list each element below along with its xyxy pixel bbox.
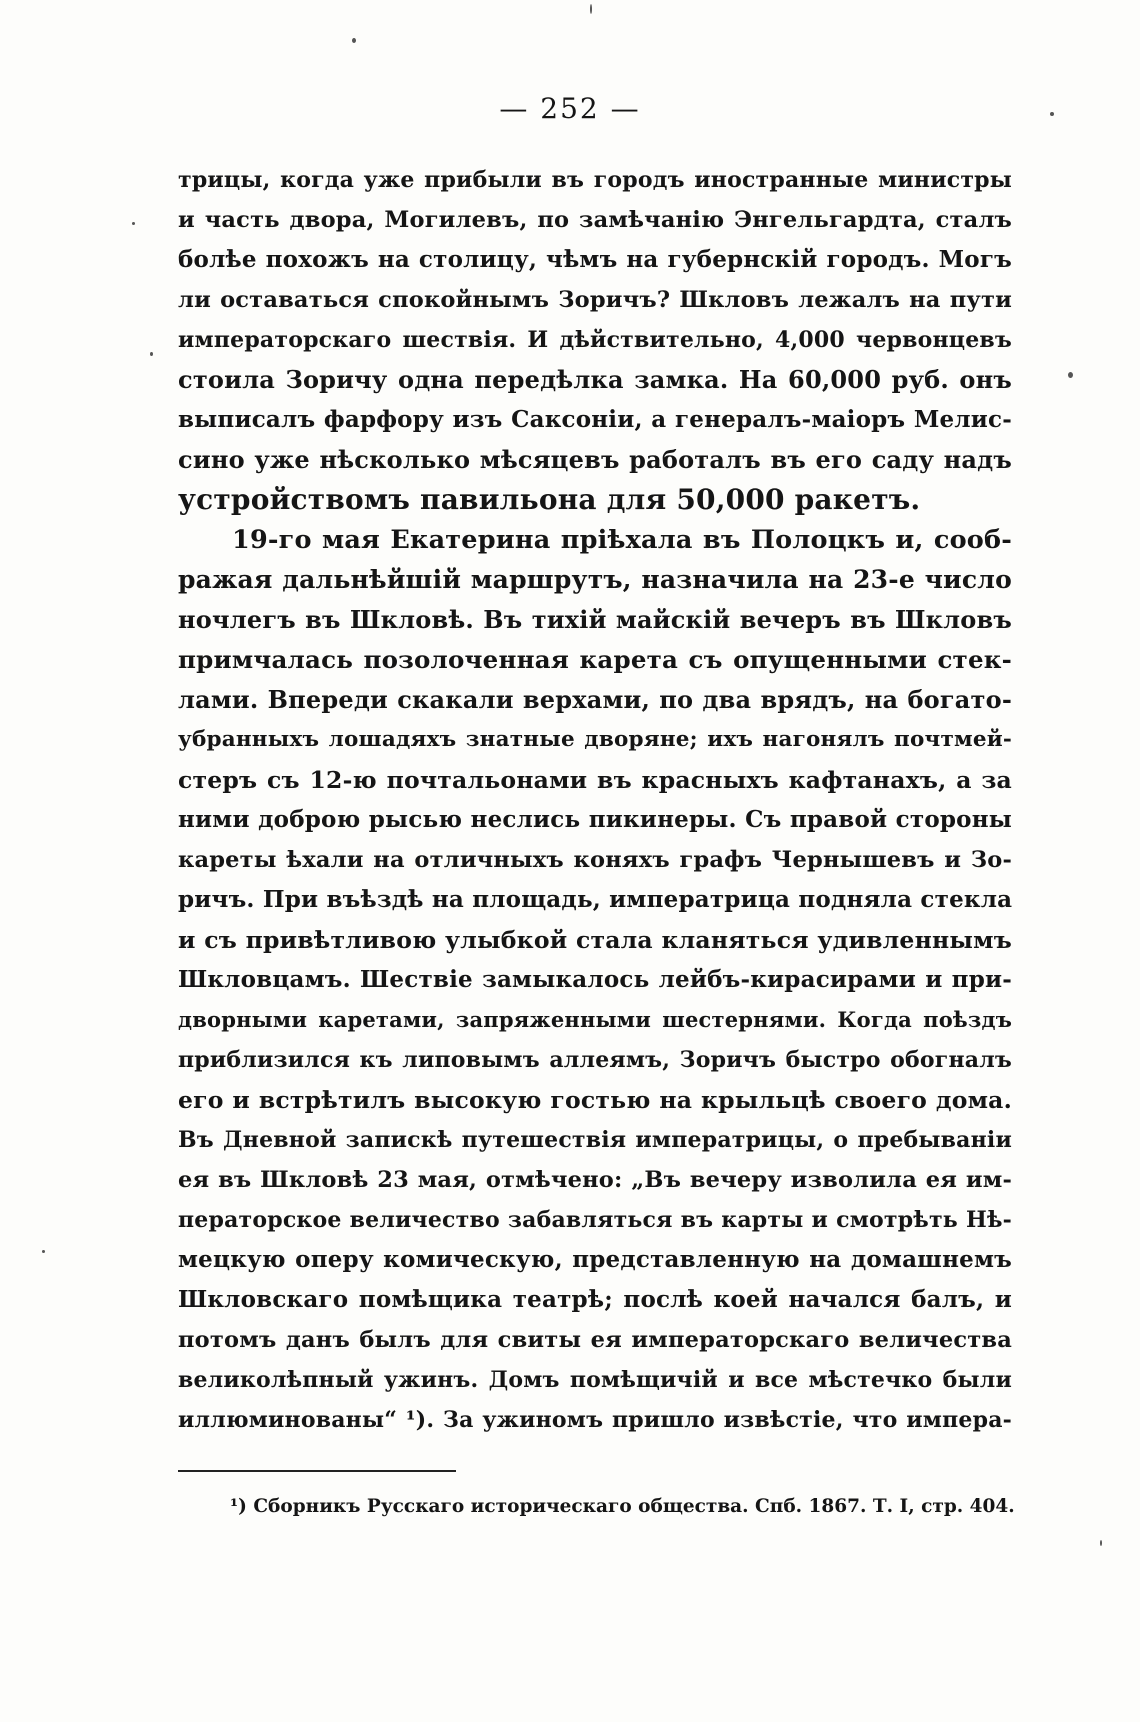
text-line: и съ привѣтливою улыбкой стала кланяться удивленнымъ xyxy=(178,926,1012,954)
text-line: ея въ Шкловѣ 23 мая, отмѣчено: „Въ вечеру изволила ея им- xyxy=(178,1167,1012,1193)
text-line: потомъ данъ былъ для свиты ея императорскаго величества xyxy=(178,1327,1012,1353)
text-line: и часть двора, Могилевъ, по замѣчанію Энгельгардта, сталъ xyxy=(178,207,1012,233)
text-line: выписалъ фарфору изъ Саксоніи, а генералъ-маіоръ Мелис- xyxy=(178,406,1012,433)
text-line: стеръ съ 12-ю почтальонами въ красныхъ кафтанахъ, а за xyxy=(178,766,1012,794)
text-line: дворными каретами, запряженными шестернями. Когда поѣздъ xyxy=(178,1007,1012,1032)
footnote-text: Сборникъ Русскаго историческаго общества. Спб. 1867. Т. I, стр. 404. xyxy=(253,1496,1015,1517)
text-line: Въ Дневной запискѣ путешествія императрицы, о пребываніи xyxy=(178,1127,1012,1153)
text-line: мецкую оперу комическую, представленную на домашнемъ xyxy=(178,1246,1012,1273)
text-line: примчалась позолоченная карета съ опущенными стек- xyxy=(178,645,1012,674)
text-line: ператорское величество забавляться въ карты и смотрѣть Нѣ- xyxy=(178,1207,1012,1233)
text-line: императорскаго шествія. И дѣйствительно, 4,000 червонцевъ xyxy=(178,327,1012,353)
text-line: великолѣпный ужинъ. Домъ помѣщичій и все мѣстечко были xyxy=(178,1367,1012,1393)
text-line: Шкловцамъ. Шествіе замыкалось лейбъ-кирасирами и при- xyxy=(178,966,1012,993)
text-line: болѣе похожъ на столицу, чѣмъ на губернскій городъ. Могъ xyxy=(178,246,1012,273)
text-line: сино уже нѣсколько мѣсяцевъ работалъ въ его саду надъ xyxy=(178,445,1012,474)
text-line: лами. Впереди скакали верхами, по два врядъ, на богато- xyxy=(178,685,1012,714)
text-line: ними доброю рысью неслись пикинеры. Съ правой стороны xyxy=(178,806,1012,833)
footnote xyxy=(230,1492,1020,1522)
text-line: ричъ. При въѣздѣ на площадь, императрица подняла стекла xyxy=(178,886,1013,913)
text-line: ночлегъ въ Шкловѣ. Въ тихій майскій вечеръ въ Шкловъ xyxy=(178,605,1012,634)
text-line: убранныхъ лошадяхъ знатные дворяне; ихъ нагонялъ почтмей- xyxy=(178,727,1012,752)
body-text xyxy=(178,160,1012,1440)
text-line: приблизился къ липовымъ аллеямъ, Зоричъ быстро обогналъ xyxy=(178,1047,1012,1073)
text-line: устройствомъ павильона для 50,000 ракетъ. xyxy=(178,483,921,516)
text-line: Шкловскаго помѣщика театрѣ; послѣ коей начался балъ, и xyxy=(178,1286,1012,1313)
text-line: трицы, когда уже прибыли въ городъ иностранные министры xyxy=(178,167,1012,193)
text-line: 19-го мая Екатерина пріѣхала въ Полоцкъ и, сооб- xyxy=(232,525,1012,555)
text-line: ли оставаться спокойнымъ Зоричъ? Шкловъ лежалъ на пути xyxy=(178,287,1012,313)
text-line: его и встрѣтилъ высокую гостью на крыльцѣ своего дома. xyxy=(178,1086,1012,1114)
text-line: кареты ѣхали на отличныхъ коняхъ графъ Чернышевъ и Зо- xyxy=(178,847,1012,873)
text-line: стоила Зоричу одна передѣлка замка. На 60,000 руб. онъ xyxy=(178,365,1012,394)
page-number: — 252 — xyxy=(499,92,641,125)
footnote-marker: ¹) xyxy=(230,1496,247,1517)
text-line: ражая дальнѣйшій маршрутъ, назначила на 23-е число xyxy=(178,565,1012,594)
text-line: иллюминованы“ ¹). За ужиномъ пришло извѣстіе, что импера- xyxy=(178,1407,1012,1433)
footnote-divider xyxy=(178,1470,456,1472)
